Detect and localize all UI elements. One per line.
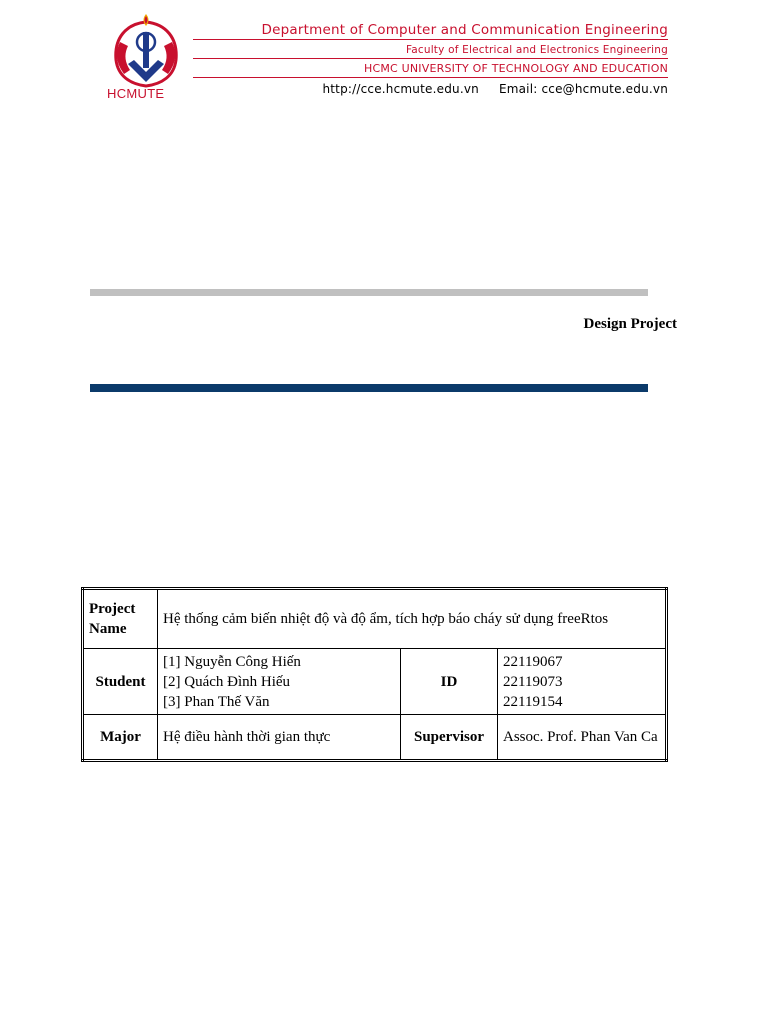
logo-text: HCMUTE xyxy=(107,86,165,101)
header-divider xyxy=(193,77,668,78)
major-value: Hệ điều hành thời gian thực xyxy=(158,715,401,761)
table-row xyxy=(83,715,667,761)
project-name-label: Project Name xyxy=(83,589,158,649)
student-label: Student xyxy=(83,649,158,715)
header-divider xyxy=(193,58,668,59)
project-info-table xyxy=(81,587,668,762)
email-link[interactable]: Email: cce@hcmute.edu.vn xyxy=(498,82,668,96)
student-id: 22119154 xyxy=(503,693,563,710)
supervisor-value: Assoc. Prof. Phan Van Ca xyxy=(498,715,667,761)
contact-line xyxy=(322,82,668,96)
header-divider xyxy=(193,39,668,40)
major-label: Major xyxy=(83,715,158,761)
project-name-value: Hệ thống cảm biến nhiệt độ và độ ẩm, tích hợp báo cháy sử dụng freeRtos xyxy=(158,589,667,649)
id-label: ID xyxy=(401,649,498,715)
university-name: HCMC UNIVERSITY OF TECHNOLOGY AND EDUCATION xyxy=(364,62,668,75)
student-list xyxy=(158,649,401,715)
student-id-list xyxy=(498,649,667,715)
document-type: Design Project xyxy=(583,316,677,332)
department-name: Department of Computer and Communication Engineering xyxy=(261,22,668,38)
student-id: 22119073 xyxy=(503,673,563,690)
table-row xyxy=(83,649,667,715)
student-id: 22119067 xyxy=(503,653,563,670)
supervisor-label: Supervisor xyxy=(401,715,498,761)
table-row xyxy=(83,589,667,649)
student-name: [3] Phan Thế Văn xyxy=(163,693,270,710)
student-name: [1] Nguyễn Công Hiến xyxy=(163,653,301,670)
faculty-name: Faculty of Electrical and Electronics Engineering xyxy=(405,44,668,56)
blue-separator-bar xyxy=(90,384,648,392)
website-link[interactable]: http://cce.hcmute.edu.vn xyxy=(322,82,479,96)
gray-separator-bar xyxy=(90,289,648,296)
student-name: [2] Quách Đình Hiếu xyxy=(163,673,291,690)
